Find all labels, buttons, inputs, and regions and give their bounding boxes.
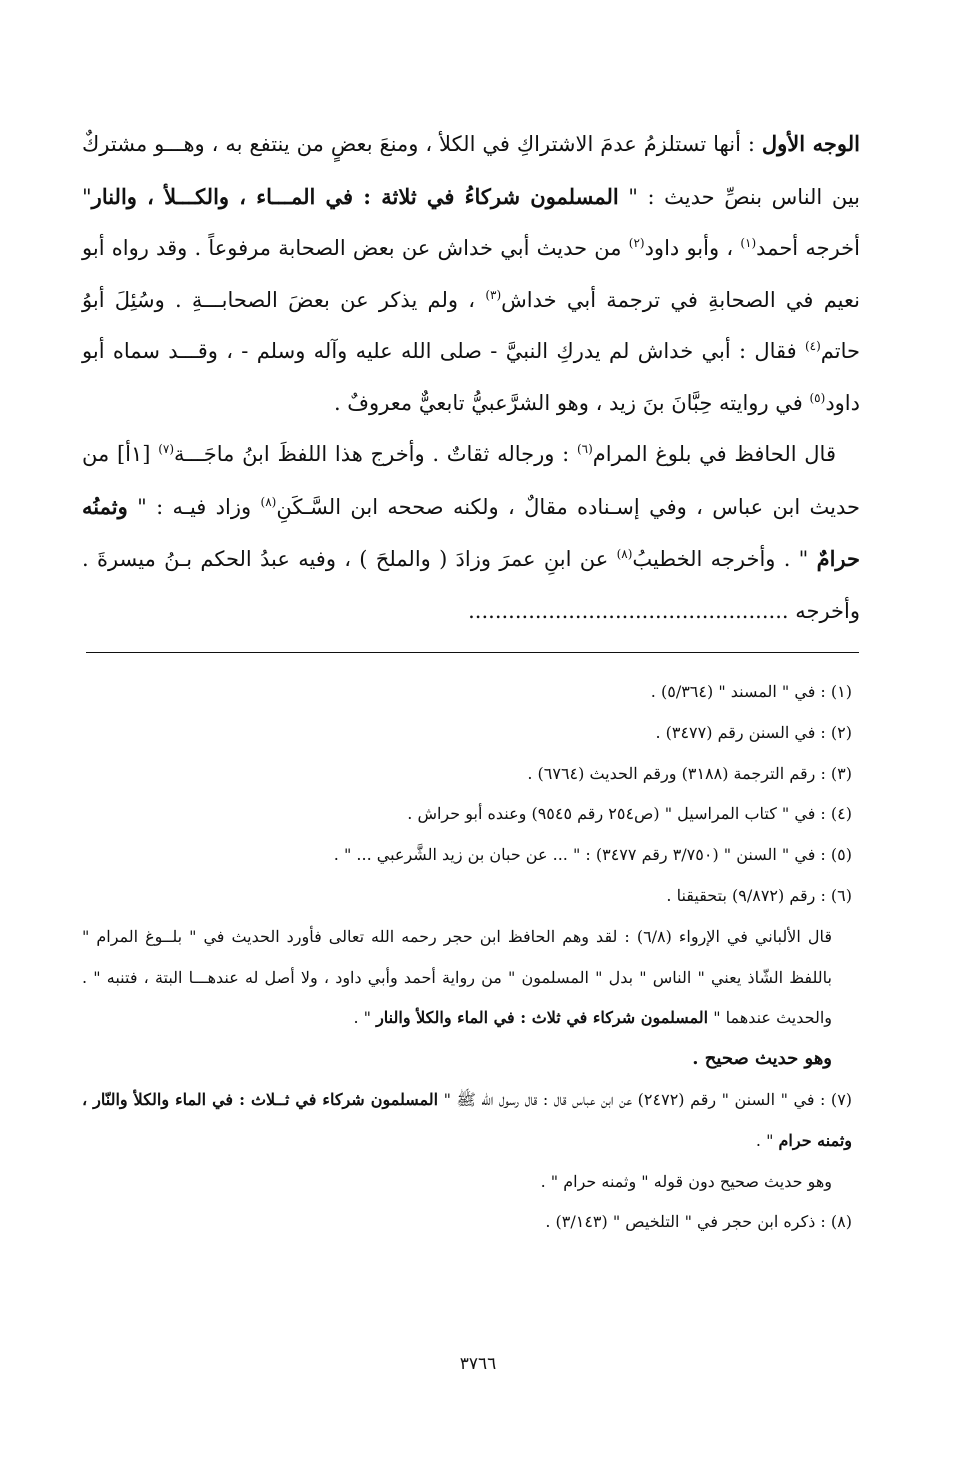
text-run: : ورجاله ثقاتٌ . وأخرج هذا اللفظَ ابنُ ماجَـــة bbox=[174, 442, 577, 466]
page-number: ٣٧٦٦ bbox=[459, 1354, 497, 1374]
text-run: " . bbox=[353, 1008, 377, 1028]
text-run: : أنها تستلزمُ عدمَ الاشتراكِ في الكلأ ، ومنعَ بعضٍ من ينتفع به ، وهـــو مشتركٌ بين الناس بنصِّ حديث : " bbox=[82, 132, 860, 209]
footnote-ref[interactable]: (١) bbox=[740, 236, 757, 250]
footnote-1: (١) : في " المسند " (٥/٣٦٤) . bbox=[650, 682, 852, 701]
footnote-divider bbox=[86, 652, 859, 653]
text-run: في روايته حِبَّانَ بنَ زيد ، وهو الشرَّعبيُّ تابعيٌّ معروفٌ . bbox=[333, 390, 810, 415]
text-run: (٧) : في " السنن " رقم (٢٤٧٢) عن ابن عباس قال : قال رسول الله ﷺ " bbox=[438, 1089, 853, 1109]
text-run: " أخرجه أحمد bbox=[82, 184, 860, 260]
footnote-ref[interactable]: (٦) bbox=[576, 442, 593, 456]
footnote-7-verdict: وهو حديث صحيح دون قوله " وثمنه حرام " . bbox=[540, 1171, 832, 1191]
text-run: قال الألباني في الإرواء (٦/٨) : لقد وهم الحافظ ابن حجر رحمه الله تعالى فأورد الحديث في " بلــوغ المرام " باللفظ الشّاذ يعني " الناس " بدل " المسلمون " من رواية أحمد وأبي داود ، ولا أصل له عندهـــا البتة ، فتنبه " . والحديث عندهما " bbox=[82, 926, 832, 1028]
bold-phrase: وثمنُه حرامٌ bbox=[82, 493, 860, 571]
bold-phrase: المسلمون شركاء في ثــلاث : في الماء والكلأ والنّار ، وثمنه حرام bbox=[82, 1089, 852, 1150]
main-text bbox=[82, 118, 860, 637]
text-run: ، وأبو داود bbox=[644, 236, 741, 260]
text-run: ، ولم يذكر عن بعضَ الصحابـــةِ . وسُئِلَ أبوُ حاتم bbox=[82, 287, 860, 363]
text-run: عن ابنِ عمرَ وزادَ ( والملحَ ) ، وفيه عبدُ الحكم بـنُ ميسرةَ . وأخرجه ................................................ bbox=[82, 547, 860, 623]
footnote-6: (٦) : رقم (٩/٨٧٢) بتحقيقنا . bbox=[666, 885, 852, 905]
albani-note bbox=[82, 917, 852, 1039]
footnote-ref[interactable]: (٥) bbox=[809, 390, 826, 405]
footnote-7 bbox=[82, 1080, 852, 1162]
hadith-quote: المسلمون شركاءُ في ثلاثة : في المـــاء ، والكـــلأ ، والنار bbox=[91, 183, 619, 209]
text-run: " . bbox=[755, 1130, 779, 1150]
footnote-5: (٥) : في " السنن " (٣/٧٥٠ رقم ٣٤٧٧) : " ... عن حبان بن زيد الشَّرعبي ... " . bbox=[333, 845, 852, 865]
text-run: قال الحافظ في بلوغ المرام bbox=[592, 442, 836, 466]
footnotes bbox=[82, 672, 852, 1243]
footnote-ref[interactable]: (٣) bbox=[485, 287, 502, 302]
section-heading: الوجه الأول bbox=[761, 131, 860, 156]
footnote-ref[interactable]: (٤) bbox=[804, 339, 821, 353]
text-run: وزاد فيـه : " bbox=[127, 494, 261, 519]
text-run: من حديث أبي خداش عن بعض الصحابة مرفوعاً . وقد رواه أبو نعيم في الصحابةِ في ترجمة أبي خداش bbox=[82, 236, 860, 312]
text-run: " . وأخرجه الخطيبُ bbox=[632, 547, 817, 571]
albani-verdict: وهو حديث صحيح . bbox=[692, 1048, 832, 1070]
footnote-ref[interactable]: (٢) bbox=[628, 236, 645, 250]
footnote-8: (٨) : ذكره ابن حجر في " التلخيص " (٣/١٤٣) . bbox=[545, 1212, 852, 1232]
text-run: فقال : أبي خداش لم يدركِ النبيَّ - صلى الله عليه وآله وسلم - ، وقـــد سماه أبو داود bbox=[82, 339, 860, 415]
footnote-4: (٤) : في " كتاب المراسيل " (ص٢٥٤ رقم ٩٥٤٥) وعنده أبو حراش . bbox=[407, 804, 852, 824]
bold-phrase: المسلمون شركاء في ثلاث : في الماء والكلأ والنار bbox=[376, 1008, 709, 1028]
footnote-3: (٣) : رقم الترجمة (٣١٨٨) ورقم الحديث (٦٧٦٤) . bbox=[527, 763, 852, 783]
footnote-2: (٢) : في السنن رقم (٣٤٧٧) . bbox=[655, 722, 852, 742]
text-run: [١أ] من حديث ابن عباس ، وفي إسـناده مقالٌ ، ولكنه صححه ابن السَّـكَنِ bbox=[82, 442, 860, 519]
paragraph-1 bbox=[82, 118, 860, 429]
footnote-ref[interactable]: (٨) bbox=[260, 494, 277, 509]
footnote-ref[interactable]: (٨) bbox=[616, 547, 633, 561]
footnote-ref[interactable]: (٧) bbox=[158, 442, 175, 456]
paragraph-2 bbox=[82, 429, 860, 637]
